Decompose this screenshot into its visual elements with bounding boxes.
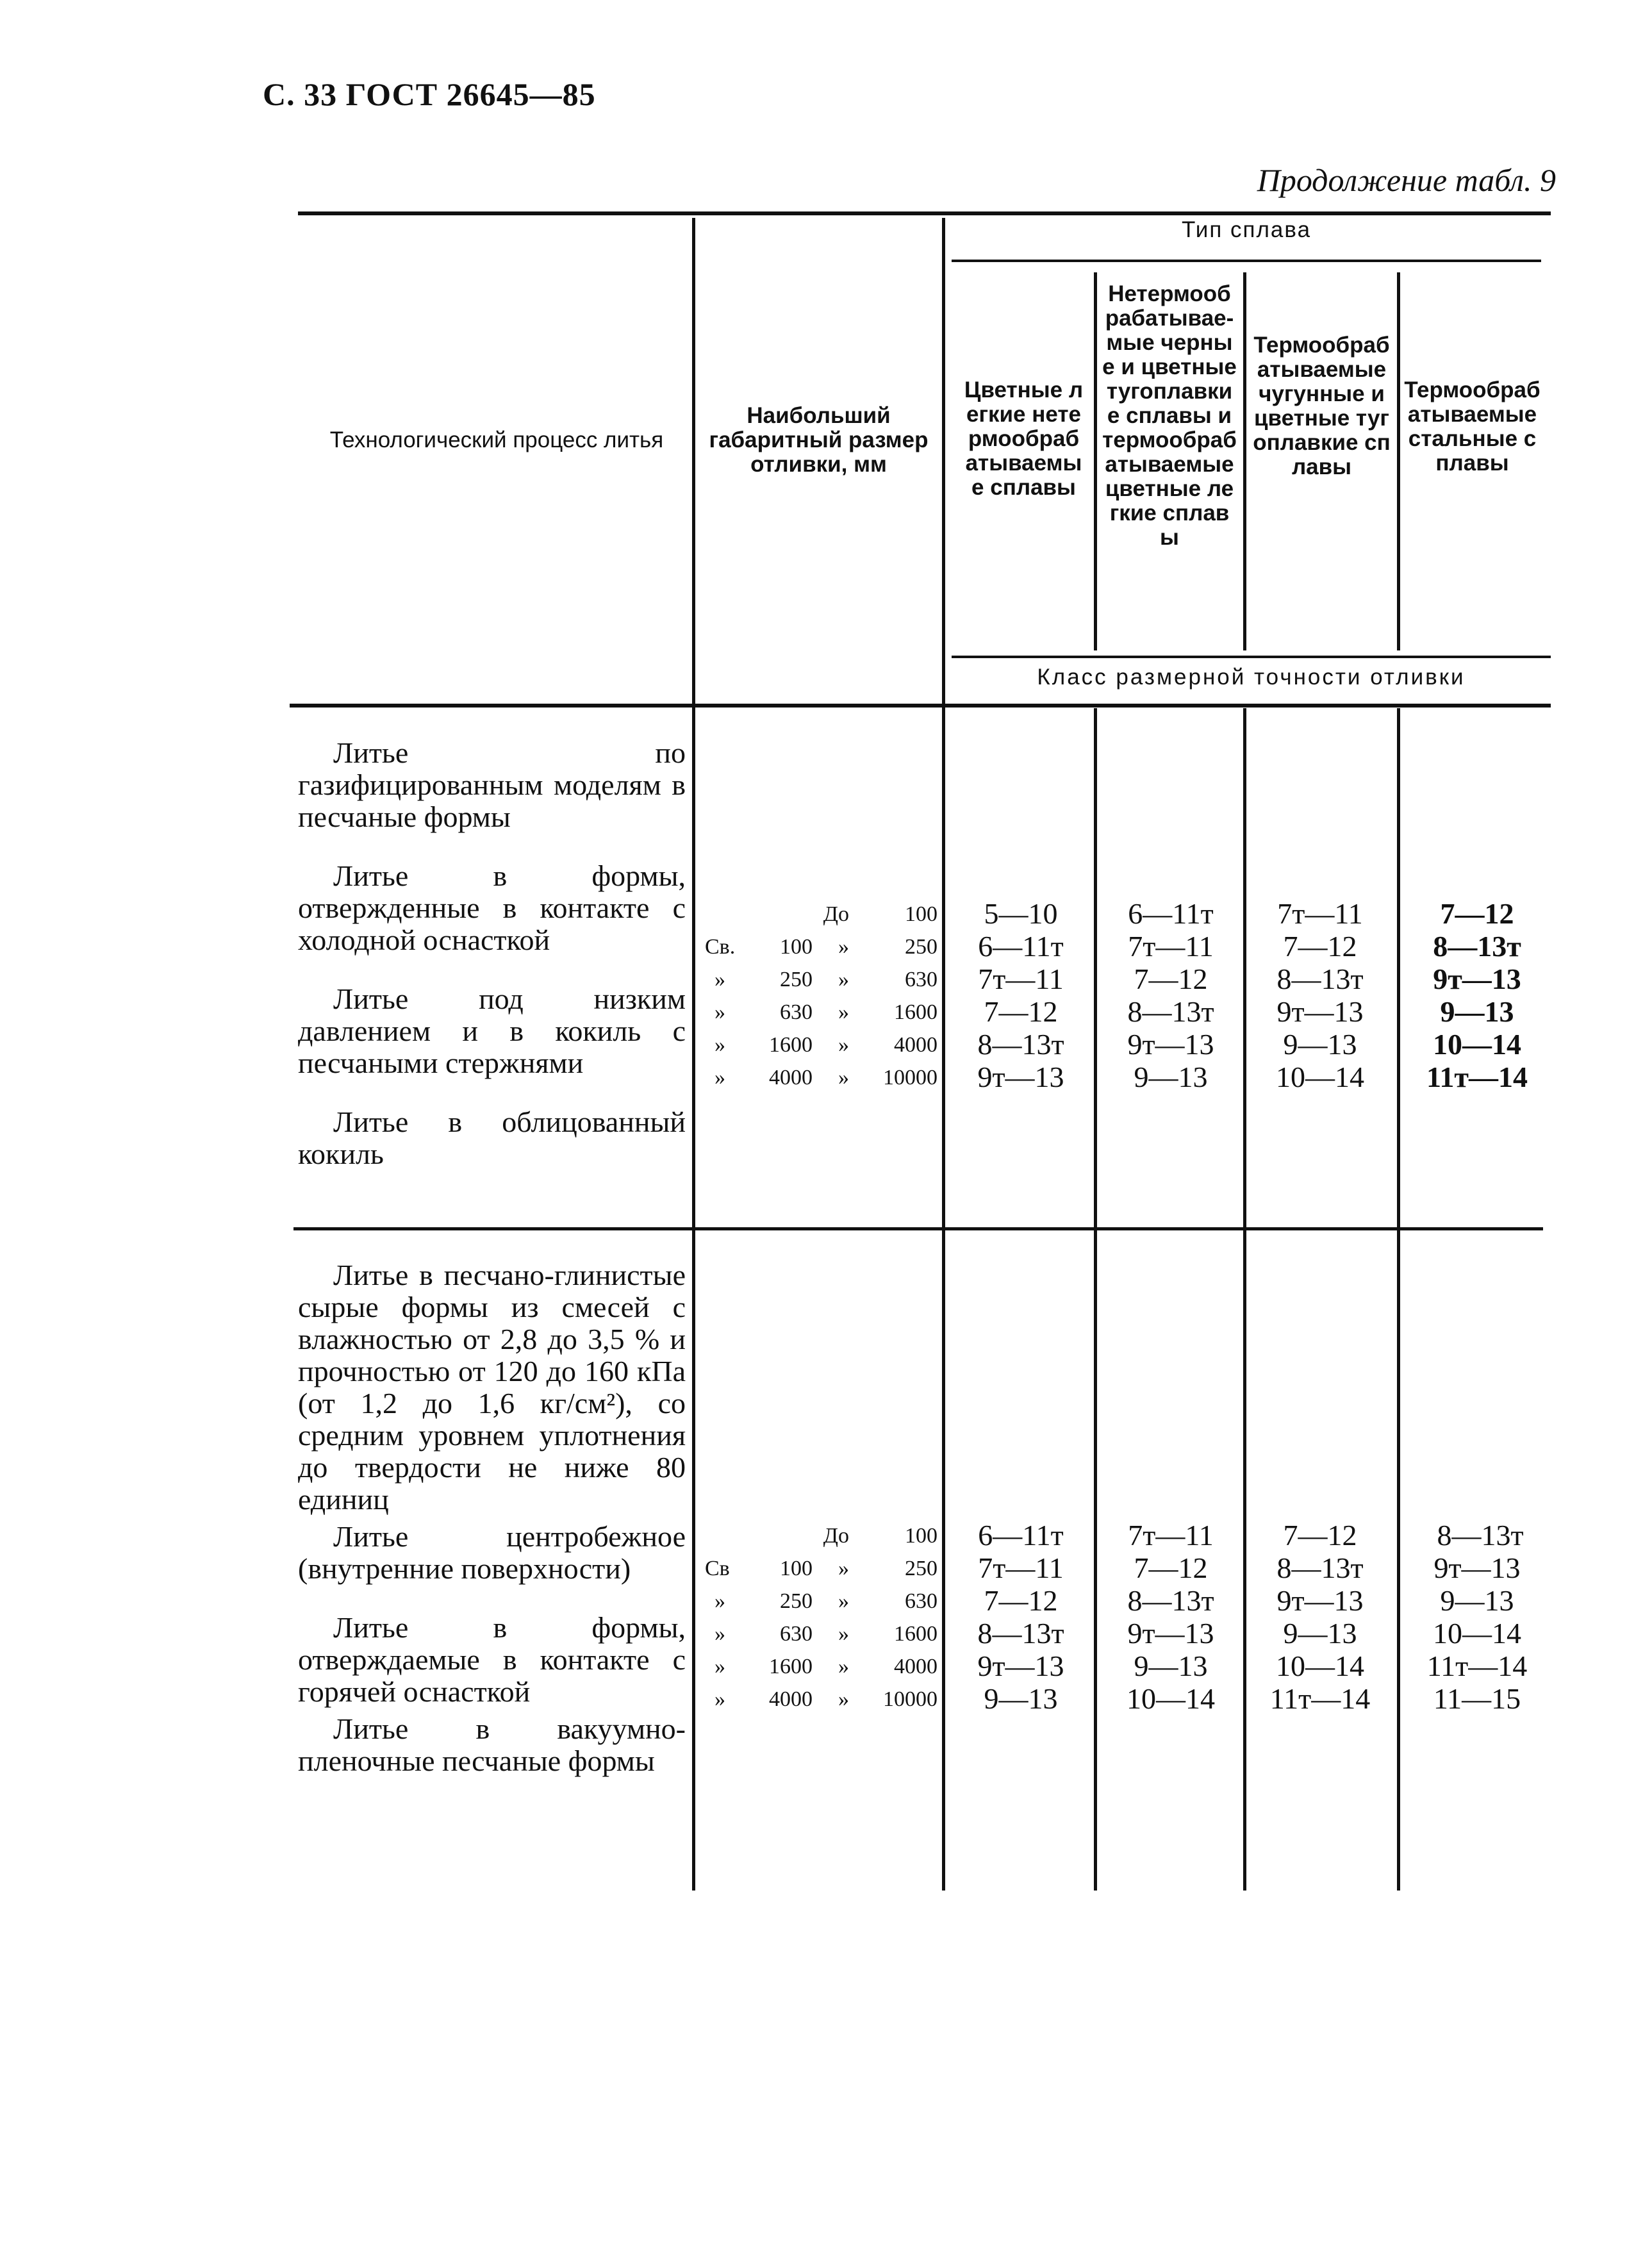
process-description: Литье в формы, отвержденные в контакте с холодной оснасткой	[298, 859, 686, 956]
accuracy-class-cell: 9т—13	[1276, 1584, 1364, 1617]
size-prefix: »	[714, 1000, 725, 1024]
col-divider-alloy-1	[1094, 272, 1097, 650]
accuracy-class-cell: 7—12	[1134, 1552, 1208, 1584]
accuracy-class-cell: 8—13т	[1127, 1584, 1214, 1617]
size-separator: »	[838, 1000, 849, 1024]
size-to: 100	[905, 1524, 938, 1548]
size-separator: »	[838, 1622, 849, 1646]
process-description: Литье центробежное (внутренние поверхности)	[298, 1520, 686, 1585]
size-prefix: »	[714, 1655, 725, 1678]
accuracy-class-cell: 11т—14	[1269, 1682, 1371, 1715]
accuracy-class-cell: 7т—11	[1277, 897, 1363, 930]
alloy-type-header: Тип сплава	[1181, 217, 1312, 242]
size-separator: »	[838, 1589, 849, 1613]
process-description: Литье в облицованный кокиль	[298, 1105, 686, 1170]
accuracy-class-cell: 8—13т	[977, 1028, 1064, 1061]
size-prefix: Св	[705, 1557, 730, 1580]
size-prefix: »	[714, 1066, 725, 1089]
accuracy-class-cell: 9—13	[984, 1682, 1058, 1715]
size-separator: »	[838, 968, 849, 991]
accuracy-class-cell: 9—13	[1134, 1650, 1208, 1682]
accuracy-class-cell: 10—14	[1433, 1617, 1521, 1650]
accuracy-class-cell: 9т—13	[977, 1061, 1064, 1093]
accuracy-class-cell: 9—13	[1283, 1617, 1357, 1650]
accuracy-class-cell: 7т—11	[978, 963, 1064, 995]
size-from: 100	[780, 935, 813, 959]
accuracy-class-cell: 9т—13	[1433, 963, 1521, 995]
size-to: 630	[905, 968, 938, 991]
accuracy-class-cell: 8—13т	[1433, 930, 1521, 963]
size-from: До	[823, 902, 849, 926]
col-divider-alloy-3	[1397, 272, 1400, 650]
accuracy-class-cell: 7—12	[984, 1584, 1058, 1617]
group-separator-rule	[293, 1227, 1543, 1230]
process-list-group-1	[298, 737, 686, 1170]
size-from: 4000	[769, 1066, 813, 1089]
size-to: 630	[905, 1589, 938, 1613]
accuracy-class-cell: 9—13	[1283, 1028, 1357, 1061]
size-to: 100	[905, 902, 938, 926]
size-range-row	[698, 1028, 942, 1061]
size-separator: »	[838, 935, 849, 959]
process-description: Литье по газифицированным моделям в песчаные формы	[298, 736, 686, 833]
accuracy-class-cell: 9—13	[1440, 1584, 1514, 1617]
accuracy-class-cell: 7—12	[984, 995, 1058, 1028]
size-to: 1600	[894, 1622, 938, 1646]
size-from: 250	[780, 1589, 813, 1613]
size-range-row	[698, 1617, 942, 1650]
size-range-row	[698, 995, 942, 1028]
accuracy-class-cell: 7т—11	[978, 1552, 1064, 1584]
accuracy-class-cell: 11т—14	[1426, 1650, 1528, 1682]
table-continuation-label: Продолжение табл. 9	[1257, 162, 1556, 198]
header-bottom-rule	[290, 704, 1551, 707]
size-separator: »	[838, 1655, 849, 1678]
accuracy-class-cell: 10—14	[1276, 1650, 1364, 1682]
process-description: Литье под низким давлением и в кокиль с песчаными стержнями	[298, 982, 686, 1079]
accuracy-class-cell: 7—12	[1440, 897, 1514, 930]
process-description: Литье в вакуумно-пленочные песчаные формы	[298, 1712, 686, 1777]
size-to: 10000	[883, 1066, 938, 1089]
alloy-column-header: Цветные легкие нетермообрабатываемые сплавы	[964, 377, 1084, 500]
accuracy-class-cell: 5—10	[984, 897, 1058, 930]
alloy-type-underline	[952, 260, 1541, 262]
accuracy-class-cell: 7т—11	[1128, 930, 1214, 963]
accuracy-class-cell: 6—11т	[1128, 897, 1214, 930]
size-range-row	[698, 1519, 942, 1552]
size-from: 250	[780, 968, 813, 991]
size-separator: »	[838, 1687, 849, 1711]
accuracy-class-cell: 8—13т	[1127, 995, 1214, 1028]
accuracy-class-cell: 9—13	[1134, 1061, 1208, 1093]
accuracy-class-cell: 9т—13	[1127, 1028, 1214, 1061]
column-header-process: Технологический процесс литья	[329, 427, 664, 452]
size-prefix: »	[714, 1687, 725, 1711]
size-prefix: »	[714, 968, 725, 991]
size-to: 10000	[883, 1687, 938, 1711]
size-prefix: »	[714, 1589, 725, 1613]
size-from: 4000	[769, 1687, 813, 1711]
size-from: 630	[780, 1622, 813, 1646]
accuracy-class-cell: 7—12	[1283, 930, 1357, 963]
accuracy-class-cell: 8—13т	[1437, 1519, 1524, 1552]
accuracy-class-cell: 11т—14	[1426, 1061, 1528, 1093]
accuracy-class-cell: 7т—11	[1128, 1519, 1214, 1552]
accuracy-class-rule	[952, 656, 1551, 658]
accuracy-class-cell: 9т—13	[977, 1650, 1064, 1682]
size-from: 100	[780, 1557, 813, 1580]
size-prefix: »	[714, 1033, 725, 1057]
size-range-row	[698, 1552, 942, 1584]
accuracy-class-cell: 8—13т	[1276, 1552, 1364, 1584]
process-list-group-2	[298, 1259, 686, 1777]
size-to: 250	[905, 1557, 938, 1580]
accuracy-class-cell: 9—13	[1440, 995, 1514, 1028]
size-separator: »	[838, 1066, 849, 1089]
size-range-row	[698, 1584, 942, 1617]
size-separator: »	[838, 1033, 849, 1057]
size-from: 1600	[769, 1033, 813, 1057]
accuracy-class-cell: 6—11т	[978, 1519, 1064, 1552]
col-divider-alloy-3-body	[1397, 708, 1400, 1891]
size-separator: »	[838, 1557, 849, 1580]
size-range-row	[698, 897, 942, 930]
alloy-column-header: Термообрабатываемые стальные сплавы	[1404, 377, 1540, 476]
accuracy-class-cell: 8—13т	[977, 1617, 1064, 1650]
size-to: 4000	[894, 1033, 938, 1057]
accuracy-class-cell: 10—14	[1433, 1028, 1521, 1061]
process-description: Литье в песчано-глинистые сырые формы из смесей с влажностью от 2,8 до 3,5 % и прочностью от 120 до 160 кПа (от 1,2 до 1,6 кг/см²), со средним уровнем уплотнения до твердости не ниже 80 единиц	[298, 1259, 686, 1516]
size-from: До	[823, 1524, 849, 1548]
accuracy-class-header: Класс размерной точности отливки	[1037, 665, 1466, 690]
size-from: 630	[780, 1000, 813, 1024]
col-divider-process	[692, 218, 695, 1891]
size-range-row	[698, 930, 942, 963]
process-description: Литье в формы, отверждаемые в контакте с горячей оснасткой	[298, 1611, 686, 1708]
size-to: 250	[905, 935, 938, 959]
col-divider-size	[942, 218, 945, 1891]
accuracy-class-cell: 7—12	[1283, 1519, 1357, 1552]
accuracy-class-cell: 8—13т	[1276, 963, 1364, 995]
table-top-rule	[298, 211, 1551, 215]
accuracy-class-cell: 6—11т	[978, 930, 1064, 963]
accuracy-class-cell: 9т—13	[1127, 1617, 1214, 1650]
alloy-column-header: Термообрабатываемые чугунные и цветные тугоплавкие сплавы	[1253, 333, 1391, 479]
size-prefix: »	[714, 1622, 725, 1646]
accuracy-class-cell: 11—15	[1433, 1682, 1521, 1715]
size-range-row	[698, 1650, 942, 1682]
size-range-row	[698, 1061, 942, 1093]
accuracy-class-cell: 10—14	[1276, 1061, 1364, 1093]
accuracy-class-cell: 10—14	[1127, 1682, 1215, 1715]
accuracy-class-cell: 9т—13	[1276, 995, 1364, 1028]
size-to: 4000	[894, 1655, 938, 1678]
page-header: С. 33 ГОСТ 26645—85	[263, 76, 596, 112]
column-header-size: Наибольший габаритный размер отливки, мм	[709, 403, 929, 477]
accuracy-class-cell: 9т—13	[1433, 1552, 1521, 1584]
size-range-row	[698, 1682, 942, 1715]
alloy-column-header: Нетермообрабатываемые черные и цветные тугоплавкие сплавы и термообрабатываемые цветные легкие сплавы	[1102, 281, 1237, 550]
accuracy-class-cell: 7—12	[1134, 963, 1208, 995]
col-divider-alloy-2	[1243, 272, 1246, 650]
size-range-row	[698, 963, 942, 995]
size-prefix: Св.	[705, 935, 736, 959]
size-from: 1600	[769, 1655, 813, 1678]
size-to: 1600	[894, 1000, 938, 1024]
